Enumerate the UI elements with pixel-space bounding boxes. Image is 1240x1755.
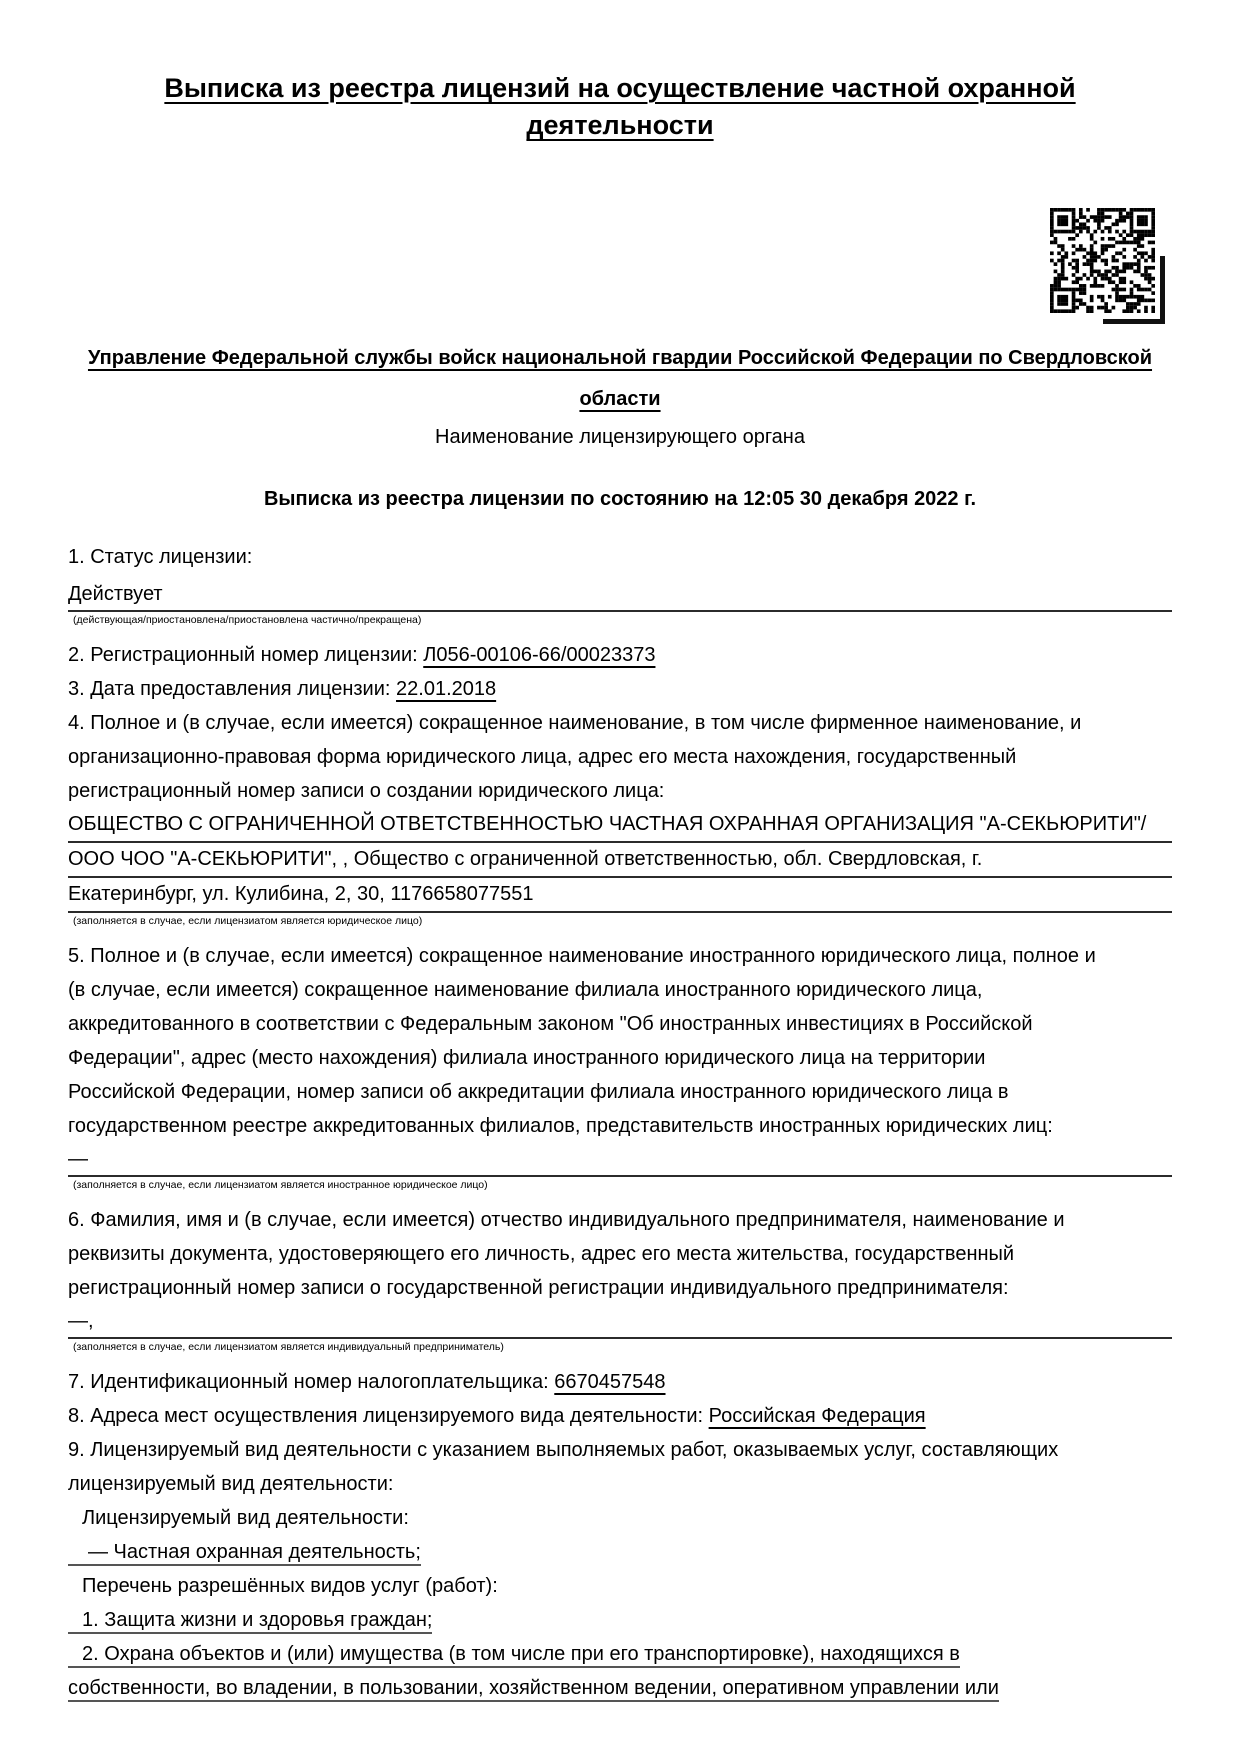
page-title	[68, 70, 1172, 144]
service-row	[68, 1603, 1172, 1637]
service-row	[68, 1671, 1172, 1705]
field-grant-date-value: 22.01.2018	[396, 678, 497, 700]
field-status-value: Действует	[68, 578, 1172, 612]
field-reg-number	[68, 638, 1172, 672]
field-addresses-value: Российская Федерация	[708, 1405, 926, 1427]
field-inn	[68, 1365, 1172, 1399]
licensing-authority-line: Управление Федеральной службы войск национальной гвардии Российской Федерации по Свердловской	[87, 347, 1153, 369]
field-activity-label-line: 9. Лицензируемый вид деятельности с указанием выполняемых работ, оказываемых услуг, составляющих	[68, 1439, 1059, 1461]
field-legal-entity-value-line: Екатеринбург, ул. Кулибина, 2, 30, 1176658077551	[68, 878, 1172, 913]
field-reg-number-value: Л056-00106-66/00023373	[423, 644, 656, 666]
service-item: 2. Охрана объектов и (или) имущества (в том числе при его транспортировке), находящихся в	[68, 1643, 960, 1668]
activity-kind-row	[68, 1535, 1172, 1569]
service-item: 1. Защита жизни и здоровья граждан;	[68, 1609, 432, 1634]
page-title-line: Выписка из реестра лицензий на осуществление частной охранной	[164, 73, 1076, 103]
field-foreign-entity-label-line: аккредитованного в соответствии с Федеральным законом "Об иностранных инвестициях в Российской	[68, 1013, 1033, 1035]
field-foreign-entity-label-line: государственном реестре аккредитованных филиалов, представительств иностранных юридических лиц:	[68, 1115, 1053, 1137]
field-reg-number-label: 2. Регистрационный номер лицензии:	[68, 644, 418, 666]
field-status-note: (действующая/приостановлена/приостановлена частично/прекращена)	[73, 614, 422, 626]
field-foreign-entity	[68, 939, 1172, 1193]
field-legal-entity-label-line: 4. Полное и (в случае, если имеется) сокращенное наименование, в том числе фирменное наименование, и	[68, 712, 1082, 734]
field-individual	[68, 1203, 1172, 1355]
service-row	[68, 1637, 1172, 1671]
field-foreign-entity-label-line: (в случае, если имеется) сокращенное наименование филиала иностранного юридического лица,	[68, 979, 983, 1001]
field-foreign-entity-note: (заполняется в случае, если лицензиатом является иностранное юридическое лицо)	[73, 1179, 488, 1191]
field-inn-value: 6670457548	[554, 1371, 666, 1393]
field-addresses	[68, 1399, 1172, 1433]
services-caption: Перечень разрешённых видов услуг (работ):	[82, 1575, 498, 1597]
field-activity	[68, 1433, 1172, 1705]
extract-date-line: Выписка из реестра лицензии по состоянию на 12:05 30 декабря 2022 г.	[263, 488, 976, 510]
field-status-label: 1. Статус лицензии:	[68, 546, 253, 568]
licensing-authority-line: области	[579, 388, 661, 410]
field-legal-entity-label-line: регистрационный номер записи о создании юридического лица:	[68, 780, 665, 802]
field-legal-entity-value-line: ОБЩЕСТВО С ОГРАНИЧЕННОЙ ОТВЕТСТВЕННОСТЬЮ ЧАСТНАЯ ОХРАННАЯ ОРГАНИЗАЦИЯ "А-СЕКЬЮРИТИ"/	[68, 808, 1172, 843]
field-foreign-entity-value: —	[68, 1143, 1172, 1177]
field-legal-entity-label-line: организационно-правовая форма юридического лица, адрес его места нахождения, государственный	[68, 746, 1017, 768]
field-individual-note: (заполняется в случае, если лицензиатом является индивидуальный предприниматель)	[73, 1341, 504, 1353]
field-individual-value: —,	[68, 1305, 1172, 1339]
activity-kind-value: — Частная охранная деятельность;	[68, 1541, 421, 1566]
service-item: собственности, во владении, в пользовании, хозяйственном ведении, оперативном управлении или	[68, 1677, 999, 1702]
field-addresses-label: 8. Адреса мест осуществления лицензируемого вида деятельности:	[68, 1405, 704, 1427]
field-individual-label-line: реквизиты документа, удостоверяющего его личность, адрес его места жительства, государственный	[68, 1243, 1015, 1265]
field-individual-label-line: регистрационный номер записи о государственной регистрации индивидуального предпринимателя:	[68, 1277, 1009, 1299]
page-title-line: деятельности	[526, 110, 714, 140]
field-inn-label: 7. Идентификационный номер налогоплательщика:	[68, 1371, 549, 1393]
field-foreign-entity-label-line: Федерации", адрес (место нахождения) филиала иностранного юридического лица на территории	[68, 1047, 986, 1069]
licensing-authority-name	[68, 338, 1172, 420]
field-individual-label-line: 6. Фамилия, имя и (в случае, если имеется) отчество индивидуального предпринимателя, наименование и	[68, 1209, 1065, 1231]
field-grant-date-label: 3. Дата предоставления лицензии:	[68, 678, 391, 700]
field-legal-entity	[68, 706, 1172, 929]
field-legal-entity-value-line: ООО ЧОО "А-СЕКЬЮРИТИ", , Общество с ограниченной ответственностью, обл. Свердловская, г.	[68, 843, 1172, 878]
field-activity-label-line: лицензируемый вид деятельности:	[68, 1473, 394, 1495]
licensing-authority-caption: Наименование лицензирующего органа	[435, 426, 805, 448]
field-foreign-entity-label-line: 5. Полное и (в случае, если имеется) сокращенное наименование иностранного юридического лица, полное и	[68, 945, 1096, 967]
field-grant-date	[68, 672, 1172, 706]
activity-kind-caption: Лицензируемый вид деятельности:	[82, 1507, 409, 1529]
qr-corner-bracket	[1103, 256, 1165, 324]
field-legal-entity-note: (заполняется в случае, если лицензиатом является юридическое лицо)	[73, 915, 423, 927]
field-foreign-entity-label-line: Российской Федерации, номер записи об аккредитации филиала иностранного юридического лица в	[68, 1081, 1009, 1103]
